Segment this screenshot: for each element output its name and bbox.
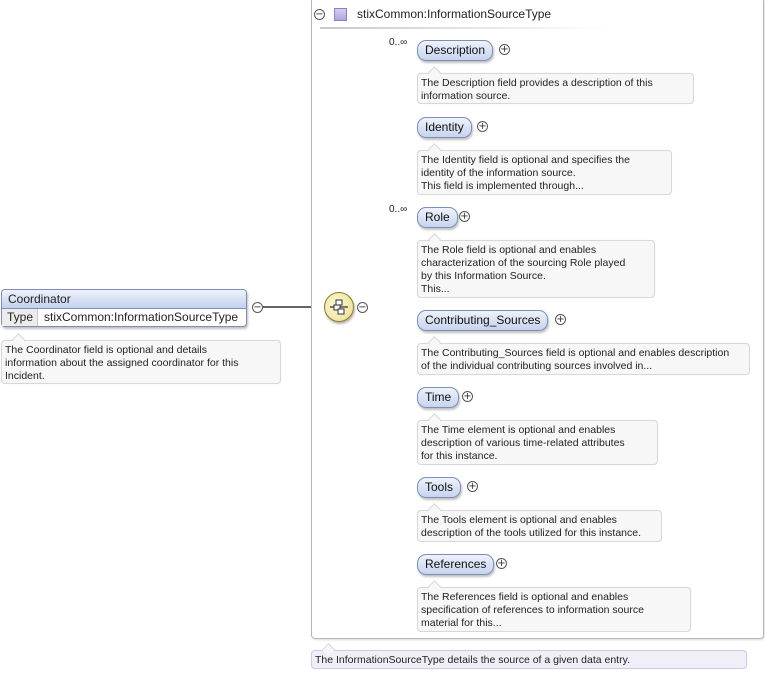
doc-line: information source. — [421, 90, 511, 102]
doc-line: The Contributing_Sources field is optional and enables description — [421, 347, 730, 359]
description-documentation — [417, 73, 694, 104]
time-documentation — [417, 420, 658, 465]
doc-line: identity of the information source. — [421, 167, 576, 179]
complex-type-icon — [334, 8, 347, 21]
doc-line: The InformationSourceType details the source of a given data entry. — [315, 654, 630, 666]
element-role[interactable]: Role — [417, 207, 458, 228]
element-tools[interactable]: Tools — [417, 477, 461, 498]
group-documentation — [311, 650, 747, 669]
description-expand-button[interactable]: + — [500, 44, 509, 55]
doc-line: Incident. — [5, 370, 45, 382]
tools-documentation — [417, 510, 662, 542]
coordinator-name: Coordinator — [8, 292, 71, 306]
doc-line: specification of references to information source — [421, 604, 644, 616]
doc-line: The Time element is optional and enables — [421, 424, 616, 436]
references-documentation — [417, 587, 691, 632]
element-identity[interactable]: Identity — [417, 117, 472, 138]
role-expand-button[interactable]: + — [460, 211, 469, 222]
occurrence-label: 0..∞ — [389, 37, 408, 48]
doc-line: description of the tools utilized for this instance. — [421, 527, 642, 539]
doc-line: of the individual contributing sources involved in... — [421, 360, 653, 372]
sequence-icon — [325, 293, 353, 321]
time-expand-button[interactable]: + — [463, 391, 472, 402]
doc-line: This field is implemented through... — [421, 180, 584, 192]
doc-line: This... — [421, 283, 450, 295]
contributing-sources-documentation — [417, 343, 750, 375]
coordinator-documentation — [1, 340, 281, 384]
type-value: stixCommon:InformationSourceType — [44, 310, 239, 324]
doc-line: The Coordinator field is optional and details — [5, 344, 207, 356]
identity-documentation — [417, 150, 672, 195]
role-documentation — [417, 240, 655, 298]
group-title: stixCommon:InformationSourceType — [357, 7, 552, 21]
identity-expand-button[interactable]: + — [478, 121, 487, 132]
group-title-underline — [320, 27, 610, 29]
sequence-compositor[interactable] — [324, 292, 354, 322]
coordinator-collapse-button[interactable]: − — [253, 302, 262, 313]
element-description[interactable]: Description — [417, 40, 493, 61]
doc-line: description of various time-related attributes — [421, 437, 625, 449]
doc-line: by this Information Source. — [421, 270, 546, 282]
doc-line: information about the assigned coordinator for this — [5, 357, 239, 369]
group-collapse-button[interactable]: − — [315, 9, 324, 20]
doc-line: for this instance. — [421, 450, 498, 462]
doc-line: The Description field provides a description of this — [421, 77, 653, 89]
doc-line: The Role field is optional and enables — [421, 244, 597, 256]
coordinator-element[interactable] — [1, 289, 247, 327]
element-time[interactable]: Time — [417, 387, 459, 408]
sequence-collapse-button[interactable]: − — [358, 302, 367, 313]
type-label: Type — [2, 309, 38, 326]
doc-line: The Identity field is optional and specifies the — [421, 154, 630, 166]
contributing-sources-expand-button[interactable]: + — [556, 314, 565, 325]
doc-line: The References field is optional and enables — [421, 591, 629, 603]
references-expand-button[interactable]: + — [497, 558, 506, 569]
doc-line: characterization of the sourcing Role played — [421, 257, 626, 269]
tools-expand-button[interactable]: + — [468, 481, 477, 492]
doc-line: material for this... — [421, 617, 502, 629]
occurrence-label: 0..∞ — [389, 204, 408, 215]
element-references[interactable]: References — [417, 554, 494, 575]
element-contributing-sources[interactable]: Contributing_Sources — [417, 310, 548, 331]
doc-line: The Tools element is optional and enables — [421, 514, 617, 526]
